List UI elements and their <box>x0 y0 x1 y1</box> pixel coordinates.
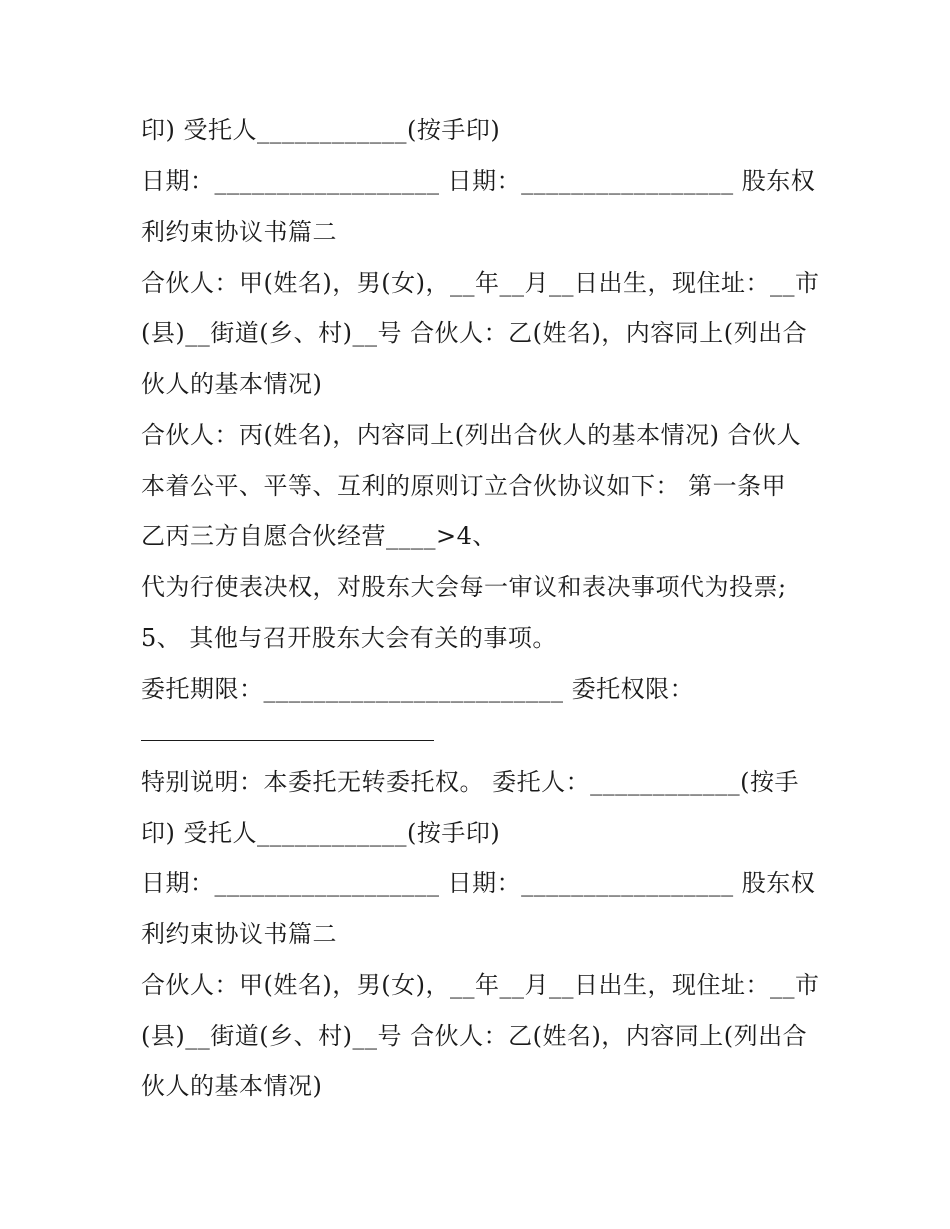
text-line: 乙丙三方自愿合伙经营____>4、 <box>141 522 497 550</box>
text-line: 日期：__________________ 日期：_________________ 股东权 <box>141 869 816 897</box>
text-line: 特别说明：本委托无转委托权。 委托人：____________(按手 <box>141 768 799 796</box>
signature-blank-line <box>141 740 434 741</box>
text-line: 印) 受托人____________(按手印) <box>141 819 501 847</box>
text-line: 本着公平、平等、互利的原则订立合伙协议如下： 第一条甲 <box>141 472 787 500</box>
text-line: 代为行使表决权，对股东大会每一审议和表决事项代为投票; <box>141 573 787 601</box>
text-line: 合伙人：甲(姓名)，男(女)，__年__月__日出生，现住址：__市 <box>141 269 820 297</box>
text-line: 印) 受托人____________(按手印) <box>141 116 501 144</box>
text-line: 合伙人：甲(姓名)，男(女)，__年__月__日出生，现住址：__市 <box>141 971 820 999</box>
text-line: 合伙人：丙(姓名)，内容同上(列出合伙人的基本情况) 合伙人 <box>141 421 802 449</box>
text-line: 利约束协议书篇二 <box>141 218 337 246</box>
text-line: 伙人的基本情况) <box>141 1072 323 1100</box>
text-line: (县)__街道(乡、村)__号 合伙人：乙(姓名)，内容同上(列出合 <box>141 319 808 347</box>
text-line: 利约束协议书篇二 <box>141 920 337 948</box>
text-line: 委托期限：________________________ 委托权限： <box>141 675 695 703</box>
text-line: 5、 其他与召开股东大会有关的事项。 <box>141 624 557 652</box>
text-line: 伙人的基本情况) <box>141 370 323 398</box>
text-line: (县)__街道(乡、村)__号 合伙人：乙(姓名)，内容同上(列出合 <box>141 1022 808 1050</box>
text-line: 日期：__________________ 日期：_________________ 股东权 <box>141 167 816 195</box>
